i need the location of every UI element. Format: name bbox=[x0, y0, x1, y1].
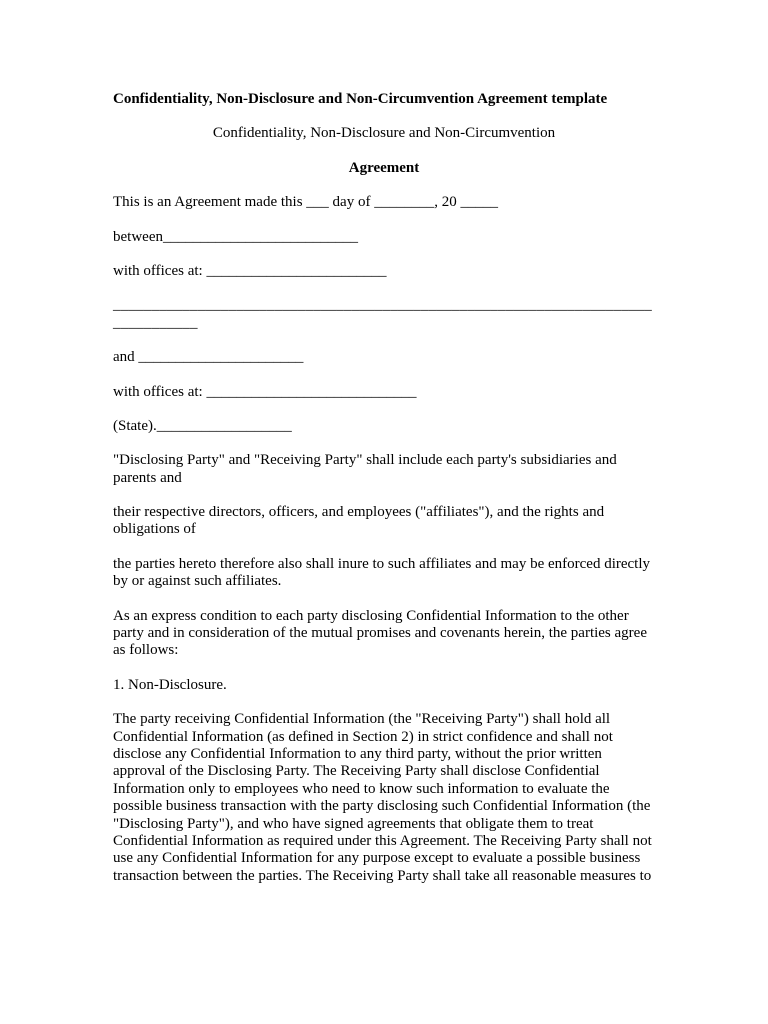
agreement-subtitle: Confidentiality, Non-Disclosure and Non-Circumvention bbox=[212, 125, 556, 142]
paragraph-express-condition: As an express condition to each party disclosing Confidential Information to the other party and in consideration of the mutual promises and covenants herein, the parties agree as follows: bbox=[113, 607, 647, 659]
intro-line: This is an Agreement made this ___ day of ________, 20 _____ bbox=[113, 194, 498, 211]
paragraph-affiliates: their respective directors, officers, and employees ("affiliates"), and the rights and obligations of bbox=[113, 504, 605, 538]
agreement-heading: Agreement bbox=[348, 159, 420, 176]
address-blank-line: _________________________________________________________________________________ bbox=[113, 297, 652, 331]
section-1-heading: 1. Non-Disclosure. bbox=[113, 676, 227, 693]
offices-line-2: with offices at: ____________________________ bbox=[113, 383, 417, 400]
section-1-body: The party receiving Confidential Information (the "Receiving Party") shall hold all Confidential Information (as defined in Section 2) in strict confidence and shall not disclose any Confidential Information to any third party, without the prior written approval of the Disclosing Party. The Receiving Party shall disclose Confidential Information only to employees who need to know such information to evaluate the possible business transaction with the party disclosing such Confidential Information (the "Disclosing Party"), and who have signed agreements that obligate them to treat Confidential Information as required under this Agreement. The Receiving Party shall not use any Confidential Information for any purpose except to evaluate a possible business transaction between the parties. The Receiving Party shall take all reasonable measures to bbox=[113, 711, 652, 884]
between-line: between__________________________ bbox=[113, 228, 358, 245]
paragraph-inure: the parties hereto therefore also shall inure to such affiliates and may be enforced directly by or against such affiliates. bbox=[113, 555, 651, 590]
and-line: and ______________________ bbox=[113, 349, 304, 366]
document-title: Confidentiality, Non-Disclosure and Non-Circumvention Agreement template bbox=[113, 91, 608, 107]
state-line: (State).__________________ bbox=[113, 417, 292, 434]
paragraph-disclosing-receiving: "Disclosing Party" and "Receiving Party" shall include each party's subsidiaries and parents and bbox=[113, 452, 617, 486]
offices-line-1: with offices at: ________________________ bbox=[113, 262, 387, 279]
